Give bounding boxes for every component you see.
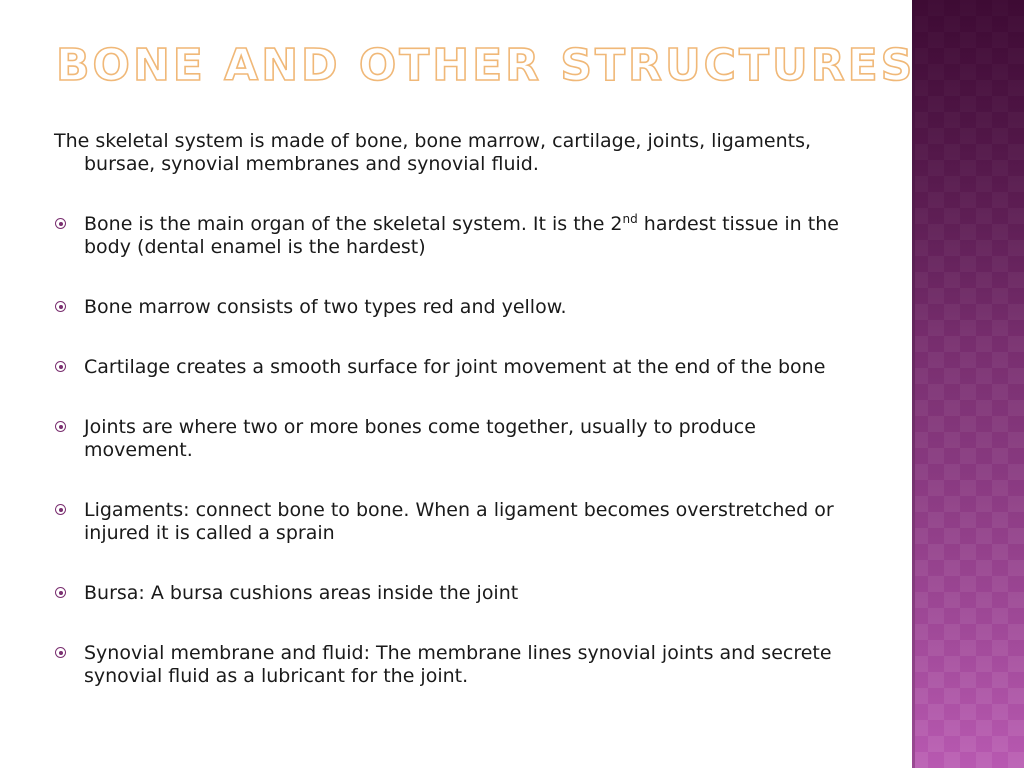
bullet-text: Synovial membrane and fluid: The membrane lines synovial joints and secrete synovial fluid as a lubricant for the joint. xyxy=(84,642,832,687)
bullet-list xyxy=(54,213,854,688)
bullet-text: Cartilage creates a smooth surface for joint movement at the end of the bone xyxy=(84,356,826,378)
bullet-item-cartilage xyxy=(54,356,854,379)
decorative-side-panel xyxy=(912,0,1024,768)
circle-dot-bullet-icon xyxy=(55,504,66,515)
bullet-text: Bone marrow consists of two types red and yellow. xyxy=(84,296,567,318)
circle-dot-bullet-icon xyxy=(55,421,66,432)
circle-dot-bullet-icon xyxy=(55,647,66,658)
slide-body xyxy=(54,130,854,725)
circle-dot-bullet-icon xyxy=(55,301,66,312)
circle-dot-bullet-icon xyxy=(55,587,66,598)
ordinal-superscript: nd xyxy=(622,212,638,226)
side-panel-edge xyxy=(912,0,915,768)
circle-dot-bullet-icon xyxy=(55,218,66,229)
bullet-item-bursa xyxy=(54,582,854,605)
bullet-item-bone xyxy=(54,213,854,259)
bullet-text: Bursa: A bursa cushions areas inside the joint xyxy=(84,582,519,604)
bullet-item-bone-marrow xyxy=(54,296,854,319)
slide-title: BONE AND OTHER STRUCTURES xyxy=(56,40,916,91)
bullet-text: Joints are where two or more bones come together, usually to produce movement. xyxy=(84,416,756,461)
bullet-item-joints xyxy=(54,416,854,462)
bullet-text-part: Bone is the main organ of the skeletal system. It is the 2 xyxy=(84,213,623,235)
intro-paragraph: The skeletal system is made of bone, bone marrow, cartilage, joints, ligaments, bursae, synovial membranes and synovial fluid. xyxy=(54,130,812,175)
bullet-item-ligaments xyxy=(54,499,854,545)
bullet-text-part: hardest tissue in the body (dental enamel is the hardest) xyxy=(84,213,839,258)
circle-dot-bullet-icon xyxy=(55,361,66,372)
bullet-text: Ligaments: connect bone to bone. When a ligament becomes overstretched or injured it is called a sprain xyxy=(84,499,834,544)
bullet-item-synovial xyxy=(54,642,854,688)
